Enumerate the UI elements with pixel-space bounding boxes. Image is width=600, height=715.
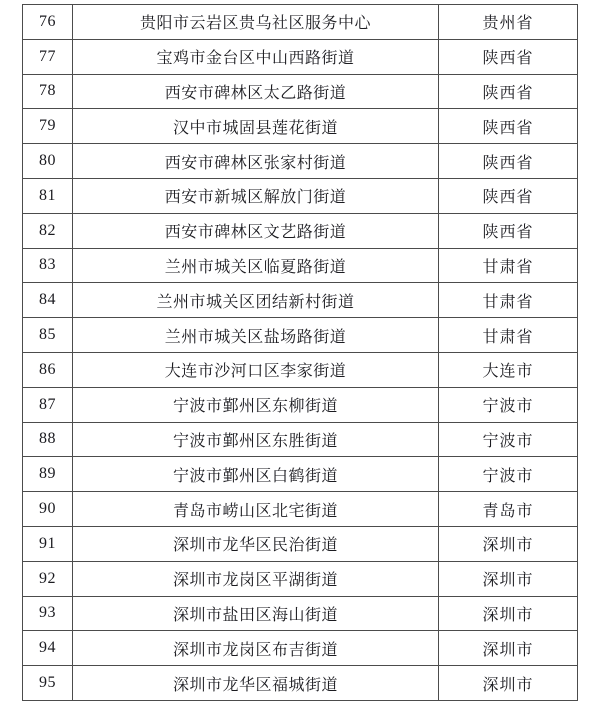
region-cell: 贵州省 [439, 5, 578, 40]
row-index-cell: 85 [23, 318, 73, 353]
region-cell: 陕西省 [439, 213, 578, 248]
row-index-cell: 83 [23, 248, 73, 283]
region-cell: 陕西省 [439, 144, 578, 179]
row-index-cell: 82 [23, 213, 73, 248]
row-index-cell: 90 [23, 492, 73, 527]
table-row [23, 5, 578, 40]
table-row [23, 631, 578, 666]
street-name-cell: 宁波市鄞州区东胜街道 [73, 422, 439, 457]
region-cell: 深圳市 [439, 526, 578, 561]
row-index-cell: 95 [23, 666, 73, 701]
table-row [23, 39, 578, 74]
table-row [23, 596, 578, 631]
region-cell: 深圳市 [439, 561, 578, 596]
region-cell: 深圳市 [439, 631, 578, 666]
table-row [23, 457, 578, 492]
table-body [23, 5, 578, 701]
region-cell: 大连市 [439, 352, 578, 387]
street-name-cell: 汉中市城固县莲花街道 [73, 109, 439, 144]
table-row [23, 318, 578, 353]
region-cell: 深圳市 [439, 596, 578, 631]
street-name-cell: 宝鸡市金台区中山西路街道 [73, 39, 439, 74]
table-row [23, 387, 578, 422]
street-name-cell: 西安市碑林区文艺路街道 [73, 213, 439, 248]
table-row [23, 283, 578, 318]
row-index-cell: 86 [23, 352, 73, 387]
row-index-cell: 91 [23, 526, 73, 561]
street-name-cell: 深圳市龙华区民治街道 [73, 526, 439, 561]
table-row [23, 526, 578, 561]
region-cell: 宁波市 [439, 457, 578, 492]
street-name-cell: 深圳市盐田区海山街道 [73, 596, 439, 631]
region-cell: 深圳市 [439, 666, 578, 701]
streets-table [22, 4, 578, 701]
table-row [23, 492, 578, 527]
row-index-cell: 93 [23, 596, 73, 631]
street-name-cell: 西安市碑林区张家村街道 [73, 144, 439, 179]
street-name-cell: 西安市新城区解放门街道 [73, 178, 439, 213]
row-index-cell: 81 [23, 178, 73, 213]
street-name-cell: 兰州市城关区临夏路街道 [73, 248, 439, 283]
table-row [23, 666, 578, 701]
street-name-cell: 贵阳市云岩区贵乌社区服务中心 [73, 5, 439, 40]
table-row [23, 213, 578, 248]
row-index-cell: 89 [23, 457, 73, 492]
street-name-cell: 深圳市龙岗区平湖街道 [73, 561, 439, 596]
table-row [23, 352, 578, 387]
region-cell: 宁波市 [439, 387, 578, 422]
row-index-cell: 84 [23, 283, 73, 318]
region-cell: 甘肃省 [439, 248, 578, 283]
street-name-cell: 兰州市城关区团结新村街道 [73, 283, 439, 318]
row-index-cell: 77 [23, 39, 73, 74]
street-name-cell: 青岛市崂山区北宅街道 [73, 492, 439, 527]
street-name-cell: 深圳市龙华区福城街道 [73, 666, 439, 701]
region-cell: 陕西省 [439, 109, 578, 144]
table-row [23, 248, 578, 283]
street-name-cell: 兰州市城关区盐场路街道 [73, 318, 439, 353]
region-cell: 甘肃省 [439, 318, 578, 353]
region-cell: 陕西省 [439, 178, 578, 213]
region-cell: 青岛市 [439, 492, 578, 527]
region-cell: 陕西省 [439, 74, 578, 109]
region-cell: 宁波市 [439, 422, 578, 457]
table-row [23, 561, 578, 596]
street-name-cell: 宁波市鄞州区东柳街道 [73, 387, 439, 422]
table-row [23, 422, 578, 457]
region-cell: 甘肃省 [439, 283, 578, 318]
table-row [23, 74, 578, 109]
street-name-cell: 大连市沙河口区李家街道 [73, 352, 439, 387]
row-index-cell: 94 [23, 631, 73, 666]
table-row [23, 109, 578, 144]
row-index-cell: 92 [23, 561, 73, 596]
row-index-cell: 76 [23, 5, 73, 40]
table-row [23, 144, 578, 179]
table-row [23, 178, 578, 213]
region-cell: 陕西省 [439, 39, 578, 74]
street-name-cell: 宁波市鄞州区白鹤街道 [73, 457, 439, 492]
row-index-cell: 87 [23, 387, 73, 422]
row-index-cell: 79 [23, 109, 73, 144]
street-name-cell: 深圳市龙岗区布吉街道 [73, 631, 439, 666]
street-name-cell: 西安市碑林区太乙路街道 [73, 74, 439, 109]
row-index-cell: 80 [23, 144, 73, 179]
row-index-cell: 78 [23, 74, 73, 109]
row-index-cell: 88 [23, 422, 73, 457]
